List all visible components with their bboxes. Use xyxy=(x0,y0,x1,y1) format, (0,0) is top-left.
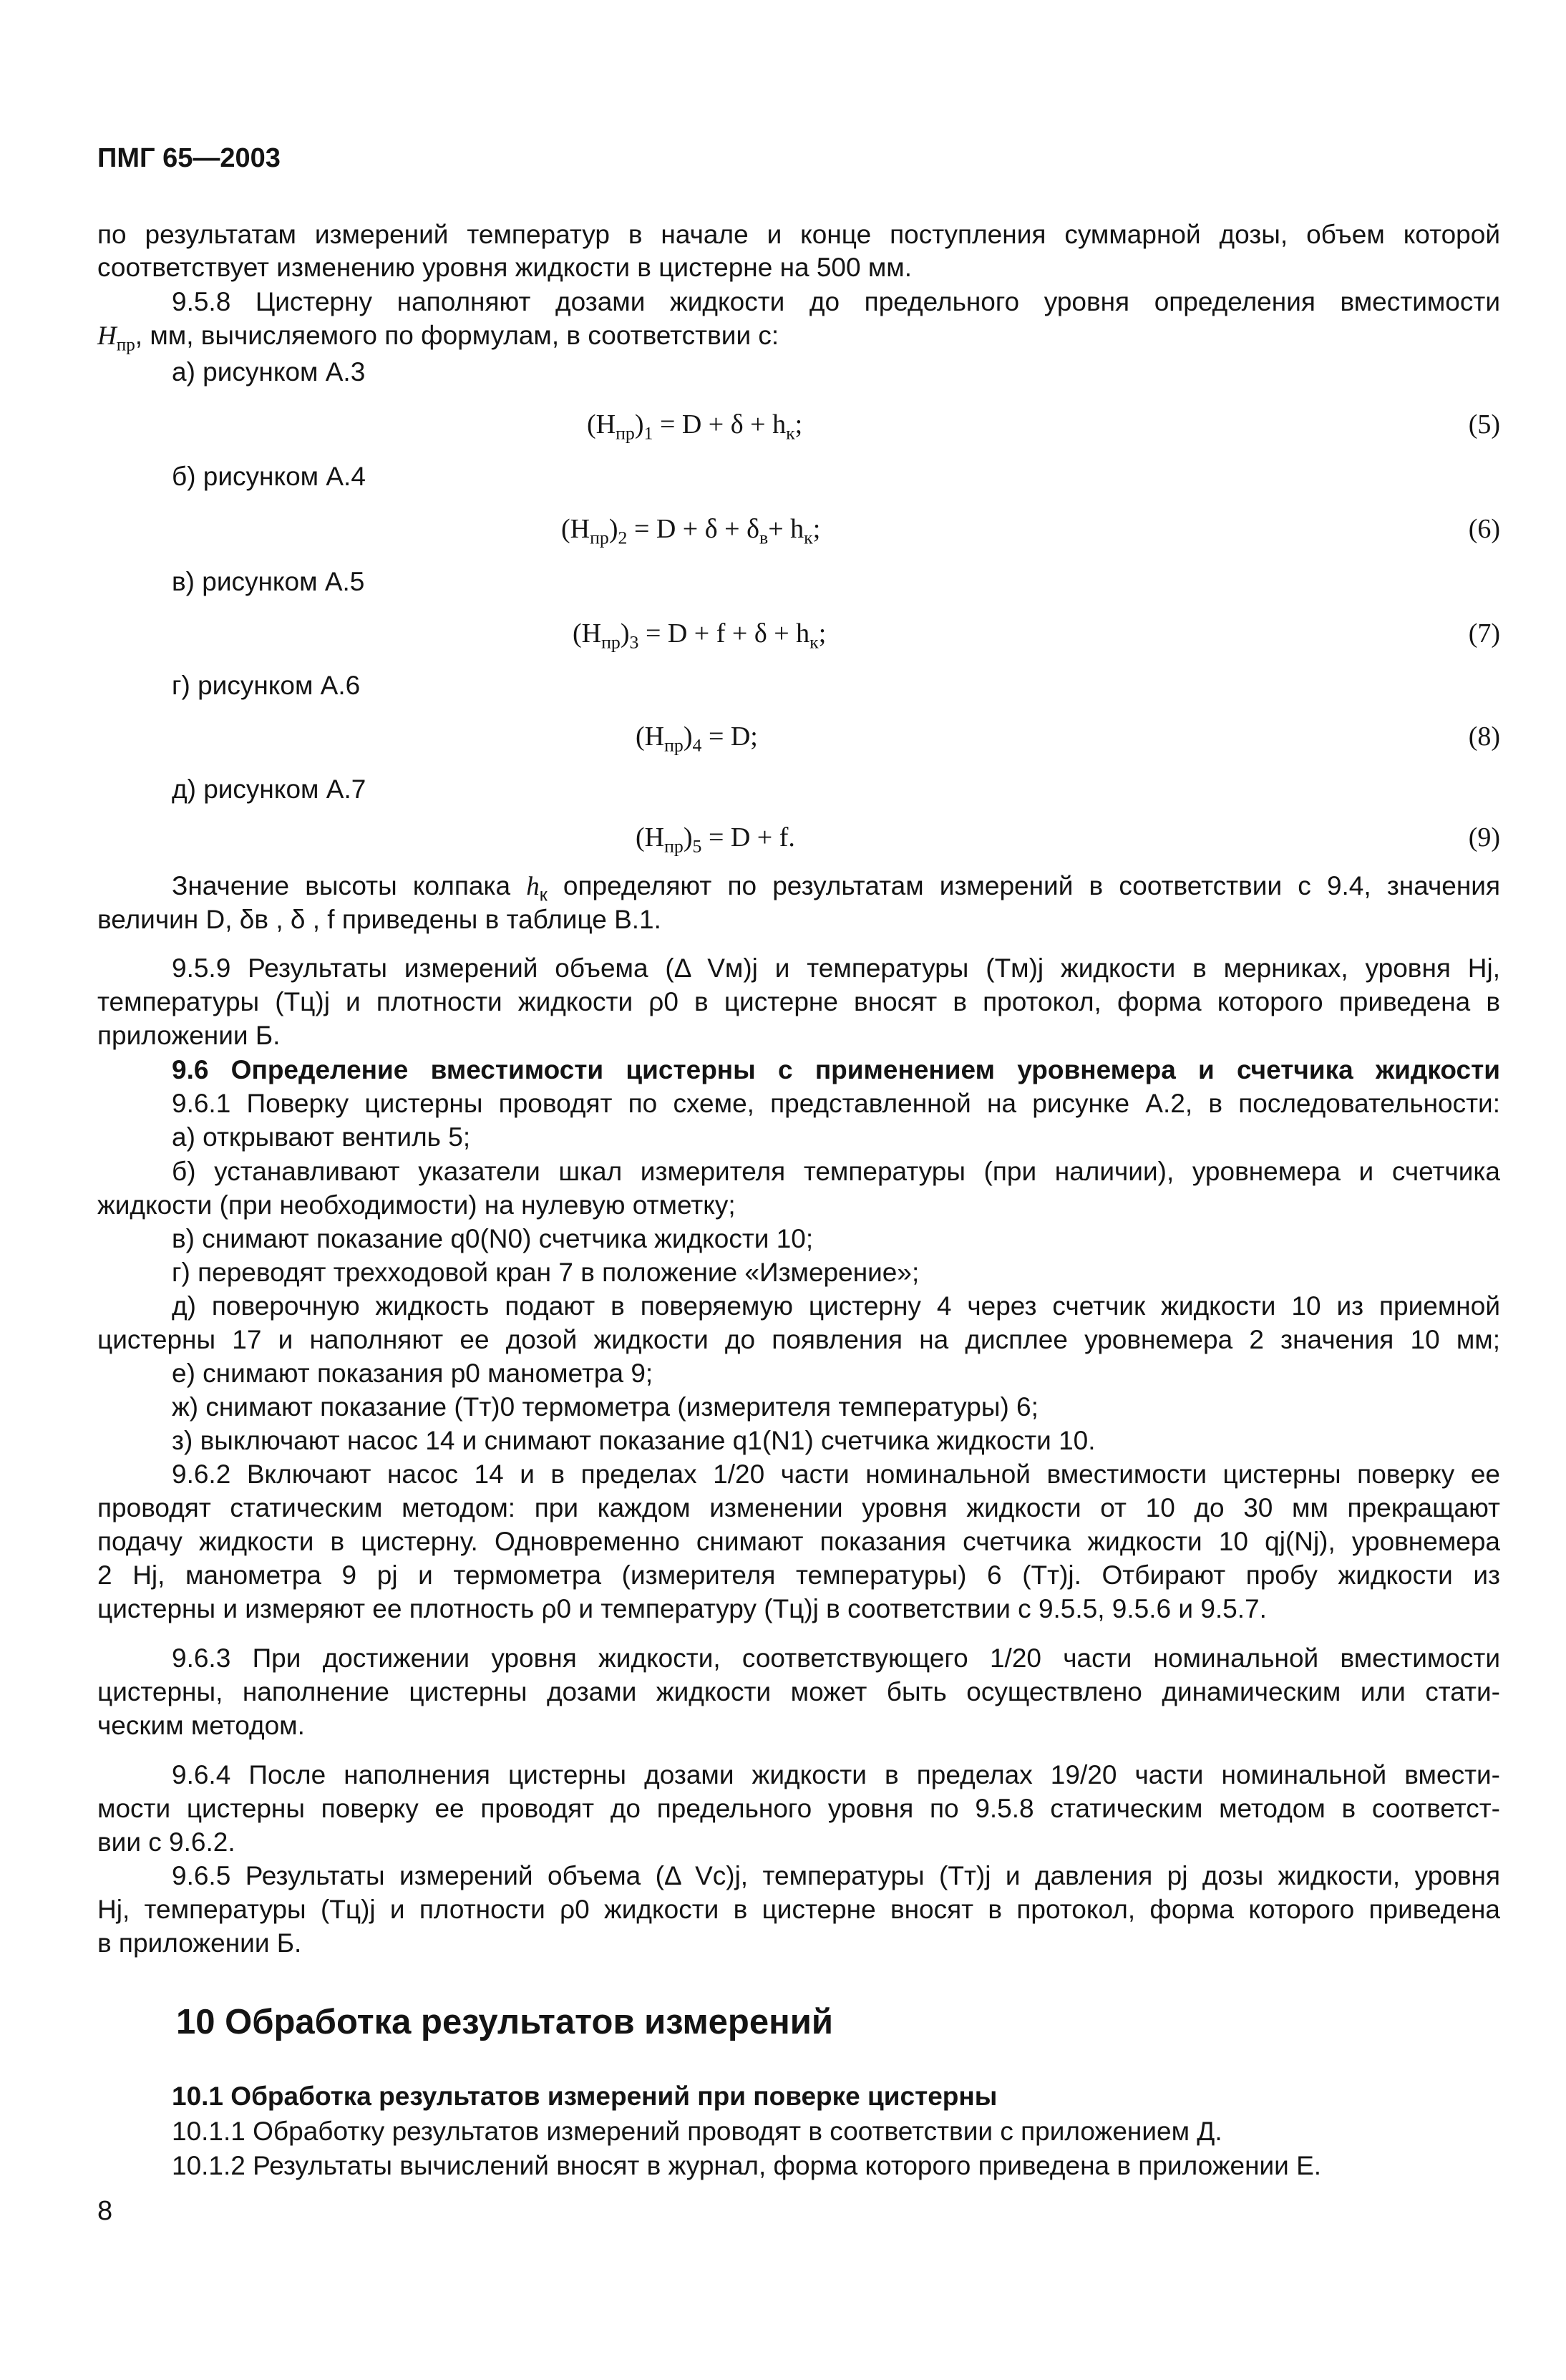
clause-9-6-3-line: 9.6.3 При достижении уровня жидкости, соответствующего 1/20 части номинальной вместимости xyxy=(172,1643,1500,1673)
list-item: а) рисунком А.3 xyxy=(172,357,366,387)
formula-number: (7) xyxy=(1468,618,1500,649)
clause-9-6-5-line: в приложении Б. xyxy=(97,1928,302,1958)
formula-number: (6) xyxy=(1468,514,1500,544)
formula-number: (8) xyxy=(1468,722,1500,752)
list-item: б) рисунком А.4 xyxy=(172,462,366,491)
clause-9-6-2-line: подачу жидкости в цистерну. Одновременно снимают показания счетчика жидкости 10 qj(Nj), уровнемера xyxy=(97,1527,1500,1556)
list-item: в) снимают показание q0(N0) счетчика жидкости 10; xyxy=(172,1224,814,1253)
clause-9-5-9-line: температуры (Tц)j и плотности жидкости ρ0 в цистерне вносят в протокол, форма которого приведена в xyxy=(97,987,1500,1016)
list-item: д) рисунком А.7 xyxy=(172,774,366,804)
clause-9-6-4-line: мости цистерны поверку ее проводят до предельного уровня по 9.5.8 статическим методом в соответст- xyxy=(97,1794,1500,1823)
clause-9-6-2-line: цистерны и измеряют ее плотность ρ0 и температуру (Tц)j в соответствии с 9.5.5, 9.5.6 и 9.5.7. xyxy=(97,1594,1267,1623)
page-number: 8 xyxy=(97,2196,113,2226)
clause-10-1-2-line: 10.1.2 Результаты вычислений вносят в журнал, форма которого приведена в приложении Е. xyxy=(172,2151,1322,2180)
list-item: а) открывают вентиль 5; xyxy=(172,1122,471,1152)
clause-9-6-4-line: вии с 9.6.2. xyxy=(97,1827,235,1857)
clause-9-6-3-line: цистерны, наполнение цистерны дозами жидкости может быть осуществлено динамическим или стати- xyxy=(97,1677,1500,1706)
paragraph-line: величин D, δв , δ , f приведены в таблице В.1. xyxy=(97,905,661,934)
formula-7: $(H_{пр})_3 = D + f + \delta + h_к$; xyxy=(573,618,827,653)
formula-9: $(H_{пр})_5 = D + f$. xyxy=(636,822,795,857)
clause-9-5-9-line: приложении Б. xyxy=(97,1021,281,1050)
clause-9-5-8-line: $H_{пр}$, мм, вычисляемого по формулам, в соответствии с: xyxy=(97,321,779,355)
clause-9-6-2-line: проводят статическим методом: при каждом изменении уровня жидкости от 10 до 30 мм прекращают xyxy=(97,1493,1500,1522)
list-item: жидкости (при необходимости) на нулевую отметку; xyxy=(97,1190,736,1220)
clause-9-5-8-line: 9.5.8 Цистерну наполняют дозами жидкости до предельного уровня определения вместимости xyxy=(172,287,1500,316)
formula-6: $(H_{пр})_2 = D + \delta + \delta_в+ h_к$; xyxy=(561,514,821,548)
clause-9-5-9-line: 9.5.9 Результаты измерений объема (Δ Vм)j и температуры (Tм)j жидкости в мерниках, уровня Hj, xyxy=(172,953,1500,983)
formula-5: $(H_{пр})_1 = D + \delta + h_к$; xyxy=(587,409,803,444)
paragraph-line: Значение высоты колпака $h_к$ определяют по результатам измерений в соответствии с 9.4, значения xyxy=(172,871,1500,905)
clause-9-6-5-line: 9.6.5 Результаты измерений объема (Δ Vс)j, температуры (Tт)j и давления pj дозы жидкости, уровня xyxy=(172,1861,1500,1890)
list-item: б) устанавливают указатели шкал измерителя температуры (при наличии), уровнемера и счетчика xyxy=(172,1157,1500,1186)
paragraph-line: соответствует изменению уровня жидкости в цистерне на 500 мм. xyxy=(97,253,913,282)
clause-9-6-2-line: 9.6.2 Включают насос 14 и в пределах 1/20 части номинальной вместимости цистерны поверку ее xyxy=(172,1459,1500,1489)
clause-9-6-1-line: 9.6.1 Поверку цистерны проводят по схеме, представленной на рисунке А.2, в последовательности: xyxy=(172,1089,1500,1118)
paragraph-line: по результатам измерений температур в начале и конце поступления суммарной дозы, объем которой xyxy=(97,220,1500,249)
document-header: ПМГ 65—2003 xyxy=(97,143,281,173)
clause-9-6-5-line: Hj, температуры (Tц)j и плотности ρ0 жидкости в цистерне вносят в протокол, форма которого приведена xyxy=(97,1895,1500,1924)
list-item: ж) снимают показание (Tт)0 термометра (измерителя температуры) 6; xyxy=(172,1392,1039,1422)
clause-9-6-2-line: 2 Hj, манометра 9 pj и термометра (измерителя температуры) 6 (Tт)j. Отбирают пробу жидкости из xyxy=(97,1560,1500,1590)
clause-9-6-3-line: ческим методом. xyxy=(97,1711,305,1740)
section-9-6-title: 9.6 Определение вместимости цистерны с применением уровнемера и счетчика жидкости xyxy=(172,1055,1500,1084)
clause-9-6-4-line: 9.6.4 После наполнения цистерны дозами жидкости в пределах 19/20 части номинальной вмести- xyxy=(172,1760,1500,1789)
list-item: цистерны 17 и наполняют ее дозой жидкости до появления на дисплее уровнемера 2 значения 10 мм; xyxy=(97,1325,1500,1354)
formula-number: (9) xyxy=(1468,822,1500,853)
list-item: в) рисунком А.5 xyxy=(172,567,365,596)
formula-8: $(H_{пр})_4 = D$; xyxy=(636,722,758,756)
list-item: з) выключают насос 14 и снимают показание q1(N1) счетчика жидкости 10. xyxy=(172,1426,1096,1455)
section-10-1-title: 10.1 Обработка результатов измерений при поверке цистерны xyxy=(172,2082,998,2111)
list-item: д) поверочную жидкость подают в поверяемую цистерну 4 через счетчик жидкости 10 из приемной xyxy=(172,1291,1500,1321)
list-item: г) рисунком А.6 xyxy=(172,671,361,700)
list-item: е) снимают показания p0 манометра 9; xyxy=(172,1359,653,1388)
list-item: г) переводят трехходовой кран 7 в положение «Измерение»; xyxy=(172,1258,920,1287)
clause-10-1-1-line: 10.1.1 Обработку результатов измерений проводят в соответствии с приложением Д. xyxy=(172,2117,1222,2146)
formula-number: (5) xyxy=(1468,409,1500,439)
section-10-heading: 10 Обработка результатов измерений xyxy=(176,2003,833,2041)
